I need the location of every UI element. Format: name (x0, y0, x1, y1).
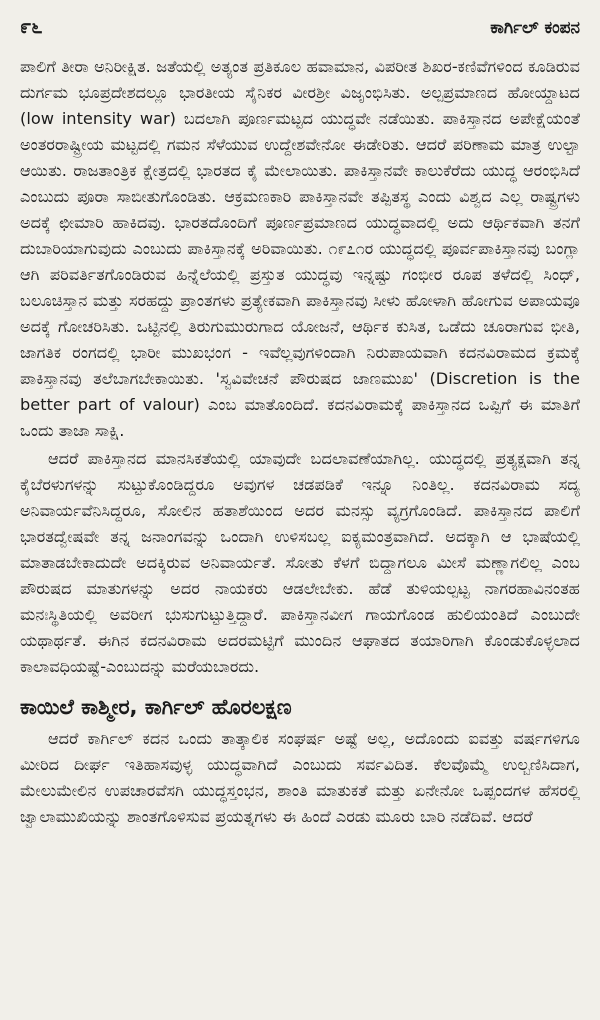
page-number: ೯೬ (20, 14, 43, 38)
section-heading: ಕಾಯಿಲೆ ಕಾಶ್ಮೀರ, ಕಾರ್ಗಿಲ್ ಹೊರಲಕ್ಷಣ (20, 695, 292, 719)
section-paragraph: ಆದರೆ ಕಾರ್ಗಿಲ್ ಕದನ ಒಂದು ತಾತ್ಕಾಲಿಕ ಸಂಘರ್ಷ ಅಷ್ಟೆ ಅಲ್ಲ, ಅದೊಂದು ಐವತ್ತು ವರ್ಷಗಳಿಗೂ ಮೀರಿದ ದೀರ್ಘ ಇತಿಹಾಸವುಳ್ಳ ಯುದ್ಧವಾಗಿದೆ ಎಂಬುದು ಸರ್ವವಿದಿತ. ಕೆಲವೊಮ್ಮೆ ಉಲ್ಬಣಿಸಿದಾಗ, ಮೇಲುಮೇಲಿನ ಉಪಚಾರವೆಸಗಿ ಯುದ್ಧಸ್ತಂಭನ, ಶಾಂತಿ ಮಾತುಕತೆ ಮತ್ತು ಏನೇನೋ ಒಪ್ಪಂದಗಳ ಹೆಸರಲ್ಲಿ ಜ್ವಾಲಾಮುಖಿಯನ್ನು ಶಾಂತಗೊಳಿಸುವ ಪ್ರಯತ್ನಗಳು ಈ ಹಿಂದೆ ಎರಡು ಮೂರು ಬಾರಿ ನಡೆದಿವೆ. ಆದರೆ (20, 729, 580, 826)
paragraph-1: ಪಾಲಿಗೆ ತೀರಾ ಅನಿರೀಕ್ಷಿತ. ಜತೆಯಲ್ಲಿ ಅತ್ಯಂತ ಪ್ರತಿಕೂಲ ಹವಾಮಾನ, ವಿಪರೀತ ಶಿಖರ-ಕಣಿವೆಗಳಿಂದ ಕೂಡಿರುವ ದುರ್ಗಮ ಭೂಪ್ರದೇಶದಲ್ಲೂ ಭಾರತೀಯ ಸೈನಿಕರ ವೀರಶ್ರೀ ವಿಜೃಂಭಿಸಿತು. ಅಲ್ಪಪ್ರಮಾಣದ ಹೋಯ್ದಾಟದ (low intensity war) ಬದಲಾಗಿ ಪೂರ್ಣಮಟ್ಟದ ಯುದ್ಧವೇ ನಡೆಯಿತು. ಪಾಕಿಸ್ತಾನದ ಅಪೇಕ್ಷೆಯಂತೆ ಅಂತರರಾಷ್ಟ್ರೀಯ ಮಟ್ಟದಲ್ಲಿ ಗಮನ ಸೆಳೆಯುವ ಉದ್ದೇಶವೇನೋ ಈಡೇರಿತು. ಆದರೆ ಪರಿಣಾಮ ಮಾತ್ರ ಉಲ್ಟಾ ಆಯಿತು. ರಾಜತಾಂತ್ರಿಕ ಕ್ಷೇತ್ರದಲ್ಲಿ ಭಾರತದ ಕೈ ಮೇಲಾಯಿತು. ಪಾಕಿಸ್ತಾನವೇ ಕಾಲುಕೆರೆದು ಯುದ್ಧ ಆರಂಭಿಸಿದೆ ಎಂಬುದು ಪೂರಾ ಸಾಬೀತುಗೊಂಡಿತು. ಆಕ್ರಮಣಕಾರಿ ಪಾಕಿಸ್ತಾನವೇ ತಪ್ಪಿತಸ್ಥ ಎಂದು ವಿಶ್ವದ ಎಲ್ಲ ರಾಷ್ಟ್ರಗಳು ಅದಕ್ಕೆ ಛೀಮಾರಿ ಹಾಕಿದವು. ಭಾರತದೊಂದಿಗೆ ಪೂರ್ಣಪ್ರಮಾಣದ ಯುದ್ಧವಾದಲ್ಲಿ ಅದು ಆರ್ಥಿಕವಾಗಿ ತನಗೆ ದುಬಾರಿಯಾಗುವುದು ಎಂಬುದು ಪಾಕಿಸ್ತಾನಕ್ಕೆ ಅರಿವಾಯಿತು. ೧೯೭೧ರ ಯುದ್ಧದಲ್ಲಿ ಪೂರ್ವಪಾಕಿಸ್ತಾನವು ಬಂಗ್ಲಾ ಆಗಿ ಪರಿವರ್ತಿತಗೊಂಡಿರುವ ಹಿನ್ನೆಲೆಯಲ್ಲಿ ಪ್ರಸ್ತುತ ಯುದ್ಧವು ಇನ್ನಷ್ಟು ಗಂಭೀರ ರೂಪ ತಳೆದಲ್ಲಿ ಸಿಂಧ್, ಬಲೂಚಿಸ್ತಾನ ಮತ್ತು ಸರಹದ್ದು ಪ್ರಾಂತಗಳು ಪ್ರತ್ಯೇಕವಾಗಿ ಪಾಕಿಸ್ತಾನವು ಸೀಳು ಹೋಳಾಗಿ ಹೋಗುವ ಅಪಾಯವೂ ಅದಕ್ಕೆ ಗೋಚರಿಸಿತು. ಒಟ್ಟಿನಲ್ಲಿ ತಿರುಗುಮುರುಗಾದ ಯೋಜನೆ, ಆರ್ಥಿಕ ಕುಸಿತ, ಒಡೆದು ಚೂರಾಗುವ ಭೀತಿ, ಜಾಗತಿಕ ರಂಗದಲ್ಲಿ ಭಾರೀ ಮುಖಭಂಗ - ಇವೆಲ್ಲವುಗಳಿಂದಾಗಿ ನಿರುಪಾಯವಾಗಿ ಕದನವಿರಾಮದ ಕ್ರಮಕ್ಕೆ ಪಾಕಿಸ್ತಾನವು ತಲೆಬಾಗಬೇಕಾಯಿತು. 'ಸ್ವವಿವೇಚನೆ ಪೌರುಷದ ಜಾಣಮುಖ' (Discretion is the better part of valour) ಎಂಬ ಮಾತೊಂದಿದೆ. ಕದನವಿರಾಮಕ್ಕೆ ಪಾಕಿಸ್ತಾನದ ಒಪ್ಪಿಗೆ ಈ ಮಾತಿಗೆ ಒಂದು ತಾಜಾ ಸಾಕ್ಷಿ. (20, 57, 580, 440)
paragraph-2: ಆದರೆ ಪಾಕಿಸ್ತಾನದ ಮಾನಸಿಕತೆಯಲ್ಲಿ ಯಾವುದೇ ಬದಲಾವಣೆಯಾಗಿಲ್ಲ. ಯುದ್ಧದಲ್ಲಿ ಪ್ರತ್ಯಕ್ಷವಾಗಿ ತನ್ನ ಕೈಬೆರಳುಗಳನ್ನು ಸುಟ್ಟುಕೊಂಡಿದ್ದರೂ ಅವುಗಳ ಚಡಪಡಿಕೆ ಇನ್ನೂ ನಿಂತಿಲ್ಲ. ಕದನವಿರಾಮ ಸದ್ಯ ಅನಿವಾರ್ಯವೆನಿಸಿದ್ದರೂ, ಸೋಲಿನ ಹತಾಶೆಯಿಂದ ಅದರ ಮನಸ್ಸು ವ್ಯಗ್ರಗೊಂಡಿದೆ. ಪಾಕಿಸ್ತಾನದ ಪಾಲಿಗೆ ಭಾರತದ್ವೇಷವೇ ತನ್ನ ಜನಾಂಗವನ್ನು ಒಂದಾಗಿ ಉಳಿಸಬಲ್ಲ ಐಕ್ಯಮಂತ್ರವಾಗಿದೆ. ಅದಕ್ಕಾಗಿ ಆ ಭಾಷೆಯಲ್ಲಿ ಮಾತಾಡಬೇಕಾದುದೇ ಅದಕ್ಕಿರುವ ಅನಿವಾರ್ಯತೆ. ಸೋತು ಕೆಳಗೆ ಬಿದ್ದಾಗಲೂ ಮೀಸೆ ಮಣ್ಣಾಗಲಿಲ್ಲ ಎಂಬ ಪೌರುಷದ ಮಾತುಗಳನ್ನು ಅದರ ನಾಯಕರು ಆಡಲೇಬೇಕು. ಹೆಡೆ ತುಳಿಯಲ್ಪಟ್ಟ ನಾಗರಹಾವಿನಂತಹ ಮನಃಸ್ಥಿತಿಯಲ್ಲಿ ಅವರೀಗ ಭುಸುಗುಟ್ಟುತ್ತಿದ್ದಾರೆ. ಪಾಕಿಸ್ತಾನವೀಗ ಗಾಯಗೊಂಡ ಹುಲಿಯಂತಿದೆ ಎಂಬುದೇ ಯಥಾರ್ಥತೆ. ಈಗಿನ ಕದನವಿರಾಮ ಅದರಮಟ್ಟಿಗೆ ಮುಂದಿನ ಆಘಾತದ ತಯಾರಿಗಾಗಿ ಕೊಂಡುಕೊಳ್ಳಲಾದ ಕಾಲಾವಧಿಯಷ್ಟೆ-ಎಂಬುದನ್ನು ಮರೆಯಬಾರದು. (20, 449, 580, 676)
running-head (20, 14, 580, 54)
running-title: ಕಾರ್ಗಿಲ್ ಕಂಪನ (490, 18, 580, 38)
